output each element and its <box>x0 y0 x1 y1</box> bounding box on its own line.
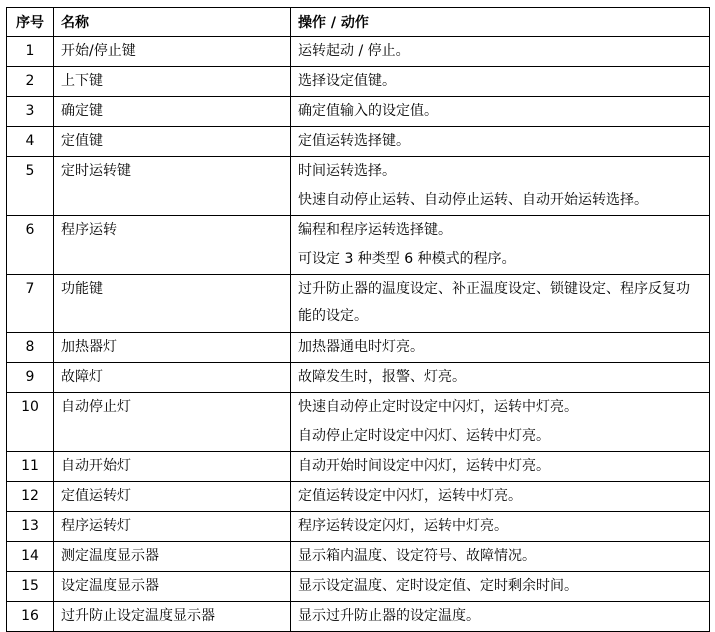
row-num: 14 <box>21 548 39 564</box>
row-num: 16 <box>21 608 39 624</box>
row-action: 快速自动停止运转、自动停止运转、自动开始运转选择。 <box>298 192 648 208</box>
table-row <box>7 37 710 67</box>
row-num: 5 <box>25 163 35 179</box>
row-action: 显示箱内温度、设定符号、故障情况。 <box>298 548 536 564</box>
function-table <box>6 7 710 632</box>
table-row <box>7 275 710 333</box>
row-name: 加热器灯 <box>61 339 117 355</box>
row-action: 运转起动 / 停止。 <box>298 43 410 59</box>
table-row <box>7 572 710 602</box>
row-num: 6 <box>25 222 35 238</box>
row-action: 故障发生时，报警、灯亮。 <box>298 369 466 385</box>
row-action: 加热器通电时灯亮。 <box>298 339 424 355</box>
row-name: 过升防止设定温度显示器 <box>61 608 215 624</box>
row-action: 快速自动停止定时设定中闪灯，运转中灯亮。 <box>298 399 578 415</box>
table-row <box>7 127 710 157</box>
header-action: 操作 / 动作 <box>291 8 710 37</box>
row-num: 8 <box>25 339 35 355</box>
row-num: 9 <box>25 369 35 385</box>
row-action: 编程和程序运转选择键。 <box>298 222 452 238</box>
row-num: 7 <box>25 281 35 297</box>
row-action: 可设定 3 种类型 6 种模式的程序。 <box>298 251 516 267</box>
row-action: 自动停止定时设定中闪灯、运转中灯亮。 <box>298 428 550 444</box>
row-action: 过升防止器的温度设定、补正温度设定、锁键设定、程序反复功能的设定。 <box>298 281 690 324</box>
row-num: 1 <box>25 43 35 59</box>
table-row <box>7 602 710 632</box>
row-name: 定时运转键 <box>61 163 131 179</box>
table-row <box>7 216 710 275</box>
row-num: 12 <box>21 488 39 504</box>
row-name: 定值运转灯 <box>61 488 131 504</box>
row-num: 11 <box>21 458 39 474</box>
table-row <box>7 157 710 216</box>
row-num: 3 <box>25 103 35 119</box>
row-name: 自动开始灯 <box>61 458 131 474</box>
header-num: 序号 <box>7 8 54 37</box>
table-row <box>7 512 710 542</box>
row-action: 显示过升防止器的设定温度。 <box>298 608 480 624</box>
table-row <box>7 363 710 393</box>
row-name: 定值键 <box>61 133 103 149</box>
row-name: 程序运转灯 <box>61 518 131 534</box>
row-num: 2 <box>25 73 35 89</box>
row-num: 10 <box>21 399 39 415</box>
row-action: 自动开始时间设定中闪灯，运转中灯亮。 <box>298 458 550 474</box>
table-header-row <box>7 8 710 37</box>
table-row <box>7 333 710 363</box>
row-action: 确定值输入的设定值。 <box>298 103 438 119</box>
row-name: 功能键 <box>61 281 103 297</box>
row-num: 4 <box>25 133 35 149</box>
table-row <box>7 542 710 572</box>
row-action: 时间运转选择。 <box>298 163 396 179</box>
row-name: 程序运转 <box>61 222 117 238</box>
row-action: 显示设定温度、定时设定值、定时剩余时间。 <box>298 578 578 594</box>
row-name: 自动停止灯 <box>61 399 131 415</box>
row-name: 设定温度显示器 <box>61 578 159 594</box>
table-row <box>7 482 710 512</box>
header-name: 名称 <box>54 8 291 37</box>
row-action: 定值运转选择键。 <box>298 133 410 149</box>
row-name: 确定键 <box>61 103 103 119</box>
row-num: 13 <box>21 518 39 534</box>
row-num: 15 <box>21 578 39 594</box>
row-name: 开始/停止键 <box>61 43 136 59</box>
table-row <box>7 393 710 452</box>
row-name: 测定温度显示器 <box>61 548 159 564</box>
row-name: 故障灯 <box>61 369 103 385</box>
table-row <box>7 97 710 127</box>
table-row <box>7 452 710 482</box>
row-name: 上下键 <box>61 73 103 89</box>
row-action: 程序运转设定闪灯，运转中灯亮。 <box>298 518 508 534</box>
row-action: 定值运转设定中闪灯，运转中灯亮。 <box>298 488 522 504</box>
row-action: 选择设定值键。 <box>298 73 396 89</box>
table-row <box>7 67 710 97</box>
